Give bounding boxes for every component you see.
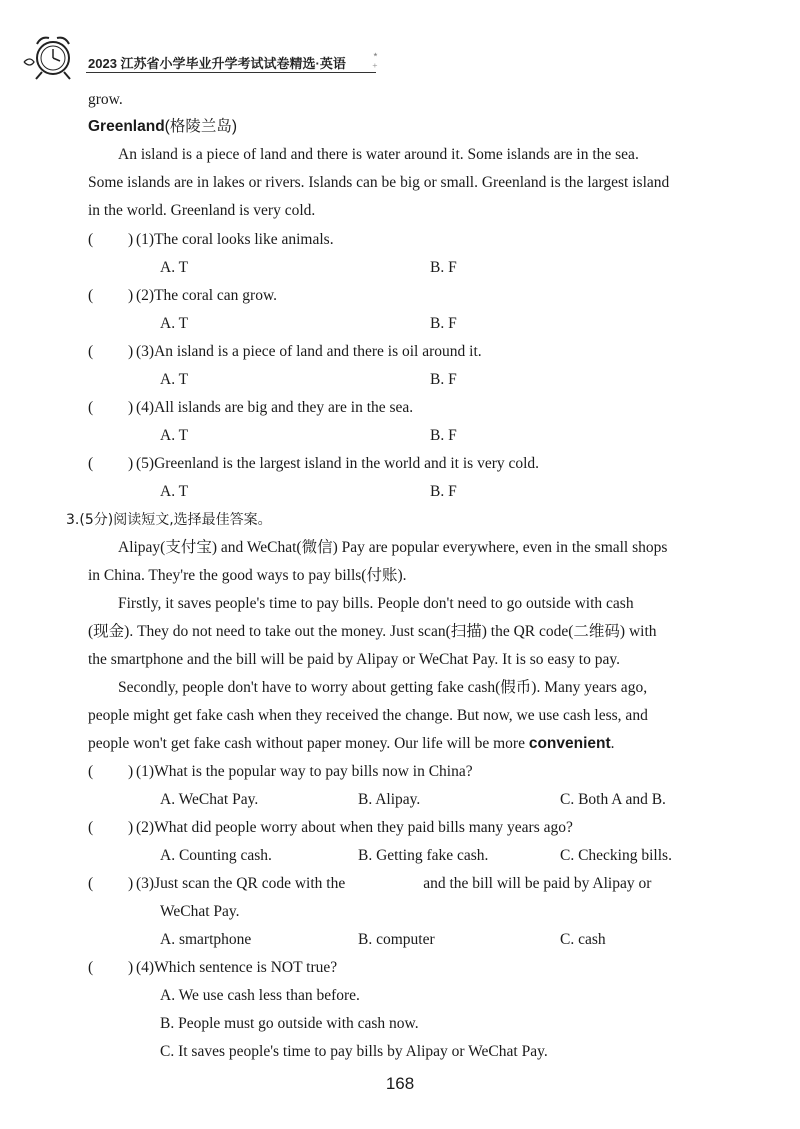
answer-paren-open[interactable]: ( xyxy=(88,875,94,892)
question-stem: (2)What did people worry about when they paid bills many years ago? xyxy=(136,819,573,836)
alarm-clock-icon xyxy=(20,32,86,82)
answer-paren-close: ) xyxy=(128,763,134,780)
answer-paren-close: ) xyxy=(128,959,134,976)
passage-line-8-end: . xyxy=(610,735,615,752)
page-number: 168 xyxy=(385,1074,415,1093)
option-b[interactable]: B. F xyxy=(430,315,457,332)
answer-paren-open[interactable]: ( xyxy=(88,287,94,304)
greenland-heading-cn: (格陵兰岛) xyxy=(164,118,237,135)
option-a[interactable]: A. We use cash less than before. xyxy=(160,987,360,1004)
option-a[interactable]: A. Counting cash. xyxy=(160,847,272,864)
option-b[interactable]: B. computer xyxy=(358,931,435,948)
question-stem: (3)An island is a piece of land and there is oil around it. xyxy=(136,343,482,360)
question-stem xyxy=(136,874,651,894)
question-stem: (5)Greenland is the largest island in the world and it is very cold. xyxy=(136,455,540,472)
passage-line-6: Secondly, people don't have to worry about getting fake cash(假币). Many years ago, xyxy=(118,679,648,696)
greenland-line-3: in the world. Greenland is very cold. xyxy=(88,202,316,219)
passage-line-1: Alipay(支付宝) and WeChat(微信) Pay are popular everywhere, even in the small shops xyxy=(118,539,668,556)
option-c[interactable]: C. Checking bills. xyxy=(560,847,672,864)
header-title: 2023 江苏省小学毕业升学考试试卷精选·英语 xyxy=(88,56,346,71)
answer-paren-close: ) xyxy=(128,819,134,836)
continued-text: grow. xyxy=(88,91,123,108)
option-a[interactable]: A. T xyxy=(160,315,189,332)
header-rule xyxy=(86,72,376,73)
option-c[interactable]: C. Both A and B. xyxy=(560,791,666,808)
section-3-title: 3.(5分)阅读短文,选择最佳答案。 xyxy=(66,512,272,528)
passage-line-2: in China. They're the good ways to pay bills(付账). xyxy=(88,567,407,584)
option-b[interactable]: B. F xyxy=(430,483,457,500)
greenland-heading xyxy=(88,117,237,137)
question-stem: (1)What is the popular way to pay bills now in China? xyxy=(136,763,473,780)
greenland-heading-en: Greenland xyxy=(88,118,165,135)
answer-paren-close: ) xyxy=(128,343,134,360)
greenland-line-2: Some islands are in lakes or rivers. Islands can be big or small. Greenland is the largest island xyxy=(88,174,670,191)
option-b[interactable]: B. F xyxy=(430,427,457,444)
passage-line-8-start: people won't get fake cash without paper money. Our life will be more xyxy=(88,735,529,752)
option-a[interactable]: A. T xyxy=(160,371,189,388)
option-a[interactable]: A. T xyxy=(160,427,189,444)
passage-line-7: people might get fake cash when they received the change. But now, we use cash less, and xyxy=(88,707,648,724)
question-stem-part-c: WeChat Pay. xyxy=(160,903,240,920)
answer-paren-close: ) xyxy=(128,399,134,416)
decorative-stars-icon: ⋆ ⁺ xyxy=(372,49,379,74)
option-b[interactable]: B. People must go outside with cash now. xyxy=(160,1015,419,1032)
answer-paren-open[interactable]: ( xyxy=(88,231,94,248)
page-header xyxy=(20,32,380,82)
answer-paren-close: ) xyxy=(128,875,134,892)
answer-paren-open[interactable]: ( xyxy=(88,819,94,836)
passage-line-8 xyxy=(88,734,615,754)
answer-paren-open[interactable]: ( xyxy=(88,763,94,780)
option-c[interactable]: C. It saves people's time to pay bills by Alipay or WeChat Pay. xyxy=(160,1043,548,1060)
passage-line-5: the smartphone and the bill will be paid by Alipay or WeChat Pay. It is so easy to pay. xyxy=(88,651,620,668)
answer-paren-close: ) xyxy=(128,455,134,472)
question-stem-part-a: (3)Just scan the QR code with the xyxy=(136,875,346,892)
option-c[interactable]: C. cash xyxy=(560,931,606,948)
answer-paren-open[interactable]: ( xyxy=(88,343,94,360)
answer-paren-open[interactable]: ( xyxy=(88,959,94,976)
question-stem: (4)All islands are big and they are in the sea. xyxy=(136,399,414,416)
question-stem-part-b: and the bill will be paid by Alipay or xyxy=(423,875,652,892)
passage-line-3: Firstly, it saves people's time to pay bills. People don't need to go outside with cash xyxy=(118,595,634,612)
question-stem: (2)The coral can grow. xyxy=(136,287,278,304)
answer-paren-open[interactable]: ( xyxy=(88,455,94,472)
answer-paren-close: ) xyxy=(128,287,134,304)
answer-paren-open[interactable]: ( xyxy=(88,399,94,416)
bold-word-convenient: convenient xyxy=(528,735,611,752)
question-stem: (1)The coral looks like animals. xyxy=(136,231,334,248)
question-stem: (4)Which sentence is NOT true? xyxy=(136,959,338,976)
option-b[interactable]: B. F xyxy=(430,371,457,388)
option-b[interactable]: B. Alipay. xyxy=(358,791,421,808)
option-a[interactable]: A. WeChat Pay. xyxy=(160,791,259,808)
greenland-line-1: An island is a piece of land and there is water around it. Some islands are in the sea. xyxy=(118,146,639,163)
option-a[interactable]: A. T xyxy=(160,259,189,276)
option-a[interactable]: A. smartphone xyxy=(160,931,252,948)
answer-paren-close: ) xyxy=(128,231,134,248)
passage-line-4: (现金). They do not need to take out the money. Just scan(扫描) the QR code(二维码) with xyxy=(88,623,657,640)
option-b[interactable]: B. F xyxy=(430,259,457,276)
option-b[interactable]: B. Getting fake cash. xyxy=(358,847,489,864)
option-a[interactable]: A. T xyxy=(160,483,189,500)
